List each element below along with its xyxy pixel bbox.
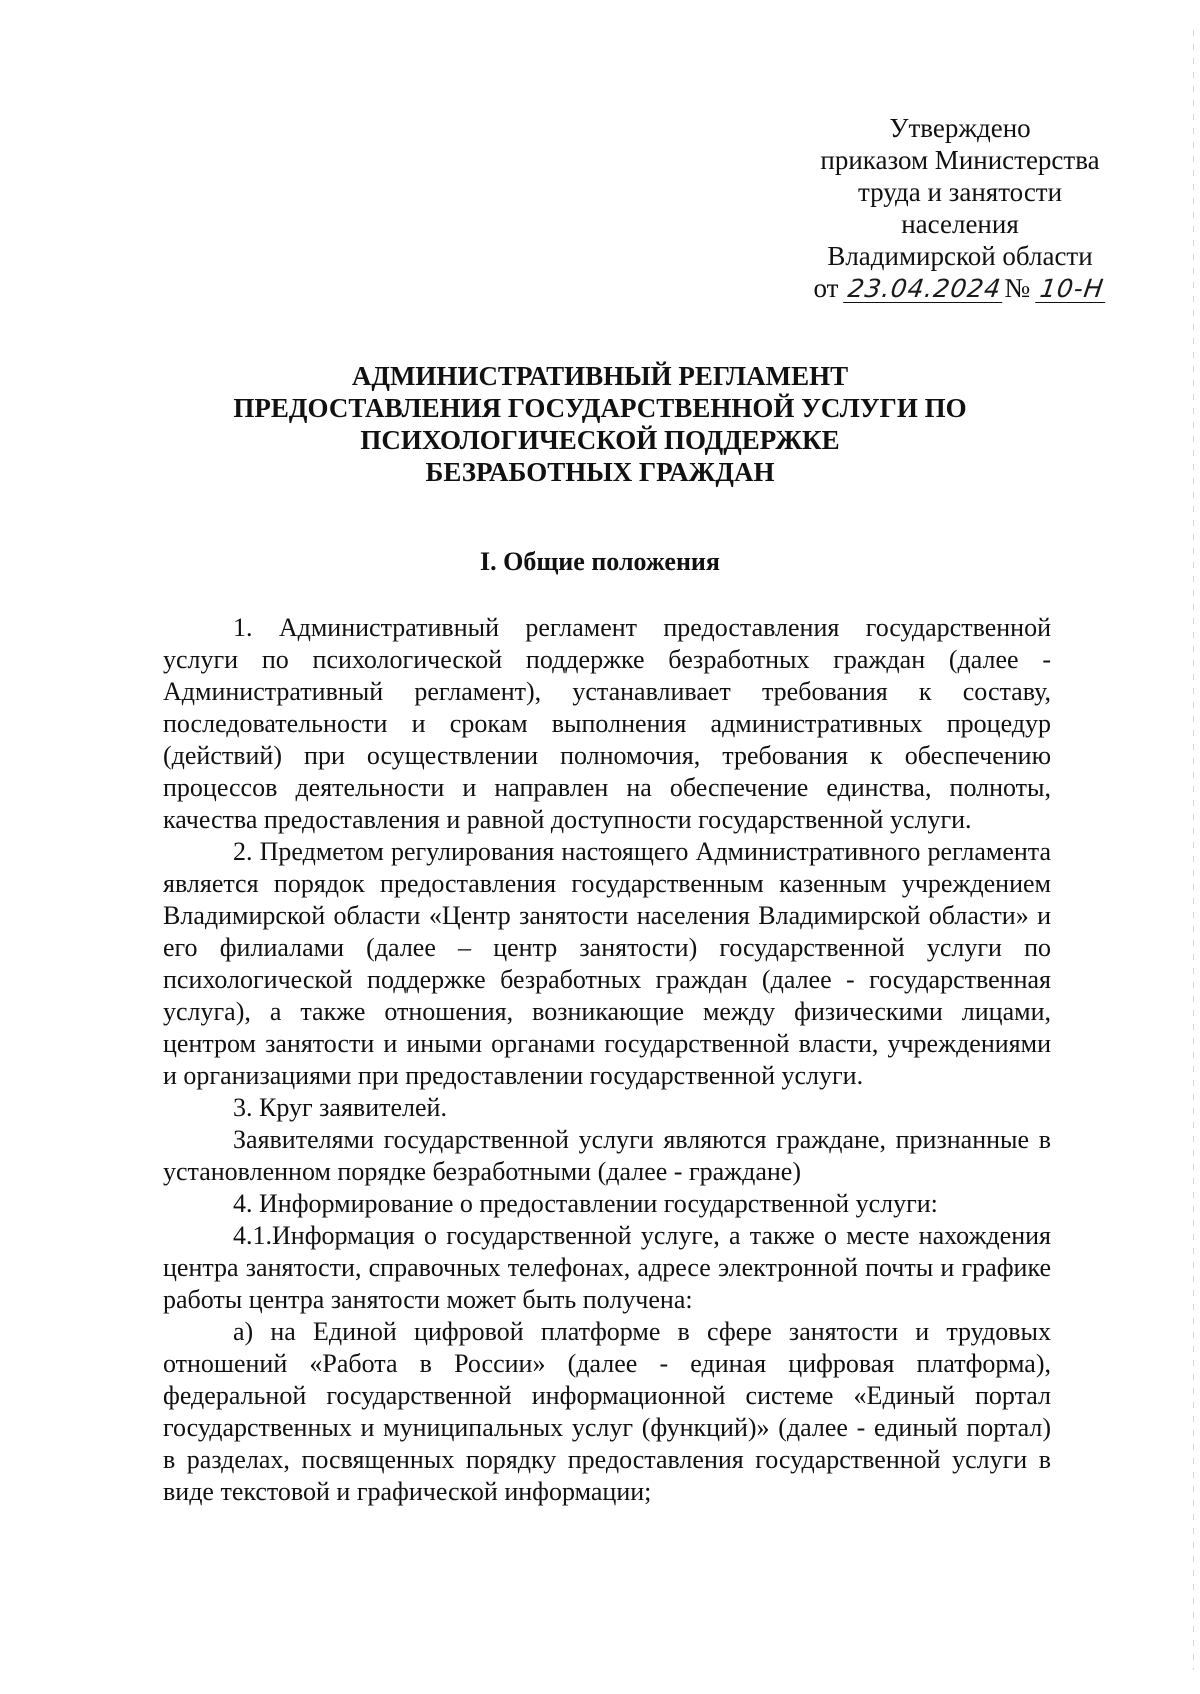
title-line: ПСИХОЛОГИЧЕСКОЙ ПОДДЕРЖКЕ	[360, 425, 840, 455]
order-date-number-line	[790, 272, 1130, 304]
scan-edge-artifact	[1193, 30, 1194, 1670]
approval-line: населения	[901, 209, 1019, 239]
title-line: БЕЗРАБОТНЫХ ГРАЖДАН	[425, 457, 775, 487]
title-line: АДМИНИСТРАТИВНЫЙ РЕГЛАМЕНТ	[351, 361, 849, 391]
approval-stamp-block	[790, 112, 1130, 304]
title-line: ПРЕДОСТАВЛЕНИЯ ГОСУДАРСТВЕННОЙ УСЛУГИ ПО	[233, 393, 967, 423]
document-body	[163, 612, 1051, 1508]
paragraph: 4. Информирование о предоставлении государственной услуги:	[233, 1189, 938, 1218]
paragraph: Заявителями государственной услуги являются граждане, признанные в установленном порядке безработными (далее - граждане)	[163, 1125, 1051, 1186]
paragraph: 2. Предметом регулирования настоящего Административного регламента является порядок предоставления государственным казенным учреждением Владимирской области «Центр занятости населения Владимирской области» и его филиалами (далее – центр занятости) государственной услуги по психологической поддержке безработных граждан (далее - государственная услуга), а также отношения, возникающие между физическими лицами, центром занятости и иными органами государственной власти, учреждениями и организациями при предоставлении государственной услуги.	[163, 837, 1051, 1090]
approval-line: Утверждено	[889, 113, 1031, 143]
date-prefix: от	[813, 273, 839, 303]
number-sign: №	[1004, 273, 1031, 303]
approval-line: труда и занятости	[857, 177, 1063, 207]
approval-line: приказом Министерства	[820, 145, 1100, 175]
paragraph: 4.1.Информация о государственной услуге, а также о месте нахождения центра занятости, справочных телефонах, адресе электронной почты и графике работы центра занятости может быть получена:	[163, 1221, 1051, 1314]
section-heading: I. Общие положения	[480, 547, 720, 576]
handwritten-date: 23.04.2024	[843, 276, 1006, 303]
paragraph: а) на Единой цифровой платформе в сфере занятости и трудовых отношений «Работа в России» (далее - единая цифровая платформа), федеральной государственной информационной системе «Единый портал государственных и муниципальных услуг (функций)» (далее - единый портал) в разделах, посвященных порядку предоставления государственной услуги в виде текстовой и графической информации;	[163, 1317, 1051, 1506]
paragraph: 1. Административный регламент предоставления государственной услуги по психологической поддержке безработных граждан (далее - Административный регламент), устанавливает требования к составу, последовательности и срокам выполнения административных процедур (действий) при осуществлении полномочия, требования к обеспечению процессов деятельности и направлен на обеспечение единства, полноты, качества предоставления и равной доступности государственной услуги.	[163, 613, 1051, 834]
approval-line: Владимирской области	[827, 241, 1093, 271]
document-title	[150, 360, 1050, 488]
handwritten-order-number: 10-Н	[1035, 276, 1108, 303]
paragraph: 3. Круг заявителей.	[233, 1093, 447, 1122]
